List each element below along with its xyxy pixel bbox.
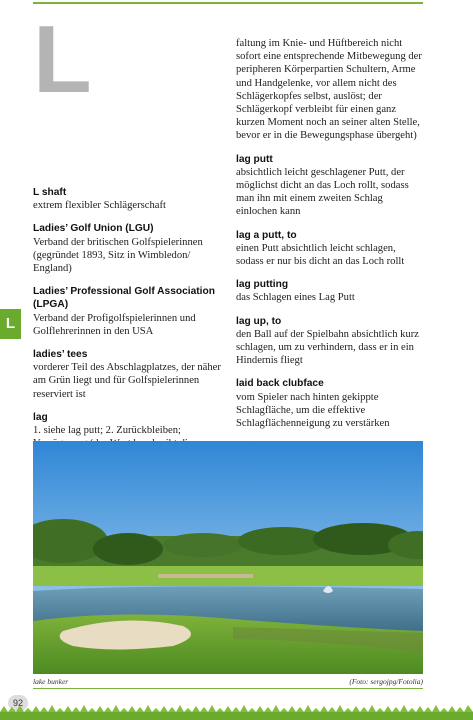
top-rule	[33, 2, 423, 4]
bottom-rule	[33, 688, 423, 689]
entry-term: lag	[33, 411, 48, 423]
entry-term: lag putting	[236, 279, 289, 291]
letter-tab: L	[0, 309, 21, 339]
entry-term: lag a putt, to	[236, 229, 297, 241]
entry-definition: vorderer Teil des Abschlagplatzes, der näher am Grün liegt und für Golfspielerinnen reserviert ist	[33, 362, 221, 400]
page-number: 92	[8, 695, 28, 711]
entry-term: laid back clubface	[236, 378, 324, 390]
glossary-entry	[236, 278, 426, 304]
entry-term: lag up, to	[236, 315, 282, 327]
photo-credit: (Foto: sergojpg/Fotolia)	[349, 677, 423, 686]
glossary-entry	[33, 348, 223, 401]
glossary-entry	[33, 186, 223, 212]
glossary-entry	[236, 153, 426, 219]
entry-definition: Verband der britischen Golfspielerinnen (gegründet 1893, Sitz in Wimbledon/ England)	[33, 236, 203, 275]
entry-term: lag putt	[236, 153, 273, 165]
entry-definition: Verband der Profigolfspielerinnen und Golflehrerinnen in den USA	[33, 312, 196, 337]
glossary-entry	[236, 229, 426, 269]
photo-caption: lake bunker	[33, 677, 69, 686]
entry-term: L shaft	[33, 187, 67, 198]
entry-definition: 1. siehe lag putt; 2. Zurückbleiben;	[33, 425, 181, 437]
entry-definition: extrem flexibler Schlägerschaft	[33, 200, 166, 212]
entry-definition: absichtlich leicht geschlagener Putt, der möglichst dicht an das Loch rollt, sodass man ihn mit einem zweiten Schlag einlochen kann	[236, 166, 409, 218]
glossary-entry	[33, 222, 223, 275]
glossary-entry	[236, 315, 426, 368]
entry-term: Ladies’ Professional Golf Association (LPGA)	[33, 286, 215, 311]
golf-course-photo	[33, 441, 423, 674]
glossary-entry	[236, 377, 426, 430]
right-column	[236, 37, 426, 477]
entry-definition: das Schlagen eines Lag Putt	[236, 292, 355, 304]
entry-definition: vom Spieler nach hinten gekippte Schlagfläche, um die effektive Schlagflächenneigung zu verstärken	[236, 391, 390, 430]
entry-term: ladies’ tees	[33, 349, 88, 361]
entry-definition: einen Putt absichtlich leicht schlagen, sodass er nur bis dicht an das Loch rollt	[236, 242, 405, 268]
section-letter: L	[33, 6, 92, 113]
grass-decoration	[0, 704, 473, 720]
entry-term: Ladies’ Golf Union (LGU)	[33, 223, 154, 235]
entry-definition: den Ball auf der Spielbahn absichtlich kurz schlagen, um zu verhindern, dass er in ein Hindernis fliegt	[236, 328, 419, 367]
continued-text: faltung im Knie- und Hüftbereich nicht sofort eine entsprechende Mitbewegung der peripheren Körperpartien Schultern, Arme und Handgelenke, vor allem nicht des Schlägerkopfes selbst, auslöst; der Schlägerkopf verbleibt für einen ganz kurzen Moment noch an seiner alten Stelle, bevor er in die Bewegungsphase übergeht)	[236, 38, 422, 142]
glossary-entry	[33, 285, 223, 338]
